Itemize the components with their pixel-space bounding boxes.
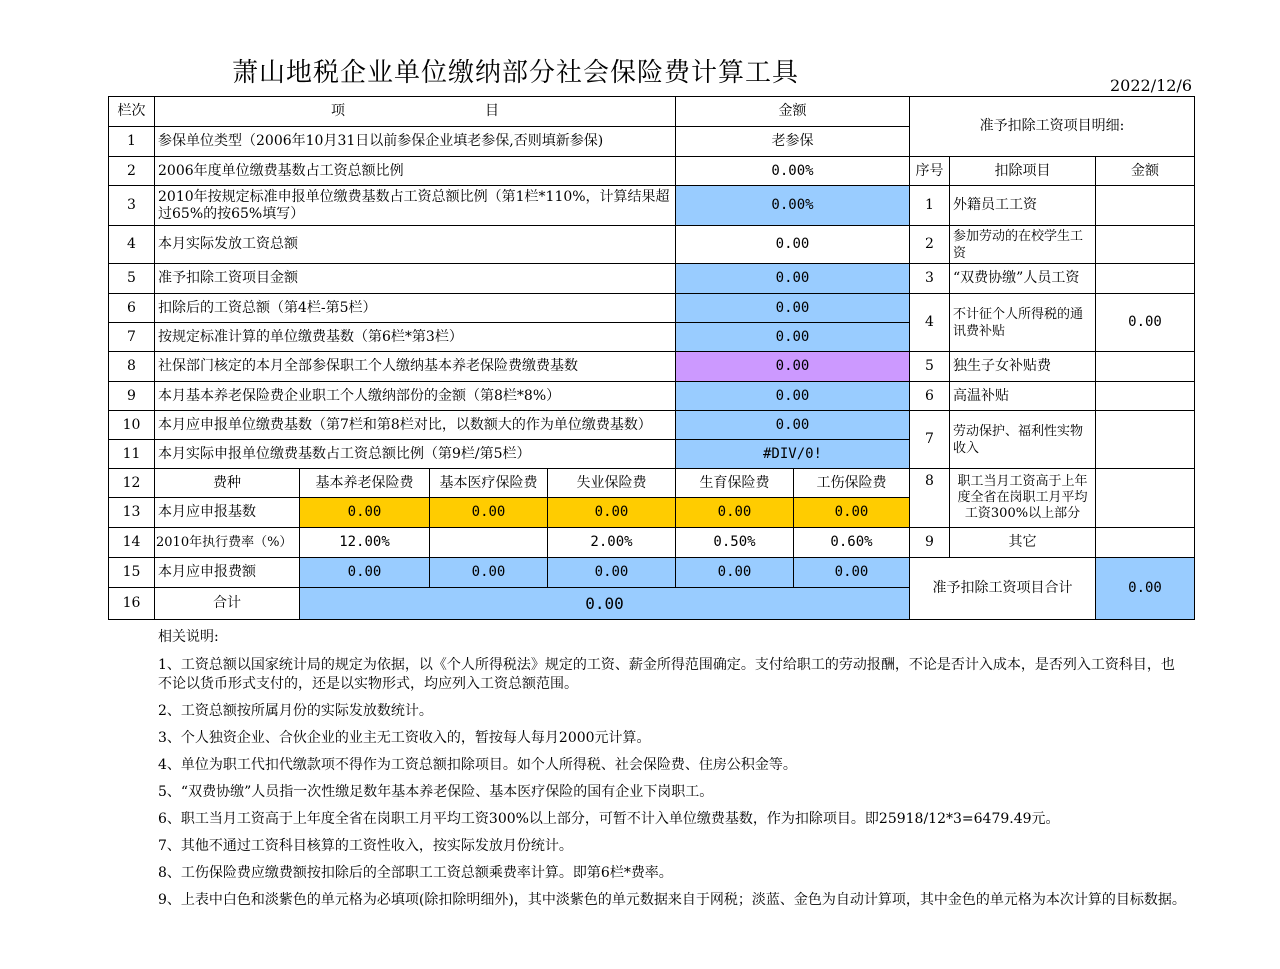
- row-value: 0.00: [676, 323, 910, 352]
- fee-base-value: 0.00: [548, 498, 676, 528]
- row-value-type[interactable]: 老参保: [676, 127, 910, 157]
- total-value: 0.00: [300, 588, 910, 620]
- calculation-sheet: [108, 96, 1195, 620]
- deduct-amount-header: 金额: [1096, 157, 1195, 186]
- header-seq: 栏次: [109, 97, 155, 127]
- note-item: 3、个人独资企业、合伙企业的业主无工资收入的，暂按每人每月2000元计算。: [158, 730, 651, 746]
- fee-row-label: 本月应申报基数: [155, 498, 300, 528]
- note-item: 2、工资总额按所属月份的实际发放数统计。: [158, 703, 433, 719]
- row-label: 2006年度单位缴费基数占工资总额比例: [155, 157, 676, 186]
- page-title: 萧山地税企业单位缴纳部分社会保险费计算工具: [232, 58, 800, 88]
- row-label: 准予扣除工资项目金额: [155, 264, 676, 294]
- note-item: 7、其他不通过工资科目核算的工资性收入，按实际发放月份统计。: [158, 838, 573, 854]
- row-label: 本月应申报单位缴费基数（第7栏和第8栏对比，以数额大的作为单位缴费基数）: [155, 411, 676, 440]
- fee-type-maternity: 生育保险费: [676, 469, 794, 498]
- note-item: 4、单位为职工代扣代缴款项不得作为工资总额扣除项目。如个人所得税、社会保险费、住房公积金等。: [158, 757, 797, 773]
- row-no: 9: [109, 382, 155, 411]
- row-value[interactable]: 0.00: [676, 226, 910, 264]
- row-value: 0.00: [676, 264, 910, 294]
- row-label: 社保部门核定的本月全部参保职工个人缴纳基本养老保险费缴费基数: [155, 352, 676, 382]
- deduct-amount[interactable]: [1096, 264, 1195, 294]
- fee-type-injury: 工伤保险费: [794, 469, 910, 498]
- deduct-amount[interactable]: [1096, 469, 1195, 528]
- deduct-no: 5: [910, 352, 950, 382]
- note-item: 8、工伤保险费应缴费额按扣除后的全部职工工资总额乘费率计算。即第6栏*费率。: [158, 865, 673, 881]
- row-no: 14: [109, 528, 155, 558]
- deduct-no: 7: [910, 411, 950, 469]
- deduct-item: “双费协缴”人员工资: [950, 264, 1096, 294]
- fee-type-unemployment: 失业保险费: [548, 469, 676, 498]
- fee-amount-value: 0.00: [430, 558, 548, 588]
- header-amount: 金额: [676, 97, 910, 127]
- row-no: 12: [109, 469, 155, 498]
- fee-amount-value: 0.00: [794, 558, 910, 588]
- deduct-title: 准予扣除工资项目明细:: [910, 97, 1195, 157]
- deduct-amount[interactable]: [1096, 411, 1195, 469]
- row-label: 本月基本养老保险费企业职工个人缴纳部份的金额（第8栏*8%）: [155, 382, 676, 411]
- deduct-item: 劳动保护、福利性实物收入: [950, 411, 1096, 469]
- row-value[interactable]: 0.00%: [676, 157, 910, 186]
- deduct-amount[interactable]: [1096, 226, 1195, 264]
- deduct-item: 其它: [950, 528, 1096, 558]
- deduct-no: 2: [910, 226, 950, 264]
- row-no: 2: [109, 157, 155, 186]
- fee-row-label: 本月应申报费额: [155, 558, 300, 588]
- row-no: 4: [109, 226, 155, 264]
- date-label: 2022/12/6: [1110, 76, 1193, 95]
- fee-rate-value[interactable]: 0.60%: [794, 528, 910, 558]
- note-item: 1、工资总额以国家统计局的规定为依据，以《个人所得税法》规定的工资、薪金所得范围确定。支付给职工的劳动报酬，不论是否计入成本，是否列入工资科目，也不论以货币形式支付的，还是以实物形式，均应列入工资总额范围。: [158, 657, 1175, 692]
- fee-amount-value: 0.00: [676, 558, 794, 588]
- fee-rate-value[interactable]: 0.50%: [676, 528, 794, 558]
- deduct-no: 8: [910, 469, 950, 528]
- row-value: #DIV/0!: [676, 440, 910, 469]
- deduct-amount[interactable]: [1096, 352, 1195, 382]
- fee-type-medical: 基本医疗保险费: [430, 469, 548, 498]
- row-label: 本月实际申报单位缴费基数占工资总额比例（第9栏/第5栏）: [155, 440, 676, 469]
- row-no: 7: [109, 323, 155, 352]
- row-value[interactable]: 0.00: [676, 352, 910, 382]
- note-item: 5、“双费协缴”人员指一次性缴足数年基本养老保险、基本医疗保险的国有企业下岗职工。: [158, 784, 714, 800]
- row-no: 1: [109, 127, 155, 157]
- row-label: 按规定标准计算的单位缴费基数（第6栏*第3栏）: [155, 323, 676, 352]
- deduct-item: 不计征个人所得税的通讯费补贴: [950, 294, 1096, 352]
- total-label: 合计: [155, 588, 300, 620]
- row-no: 10: [109, 411, 155, 440]
- fee-base-value: 0.00: [676, 498, 794, 528]
- notes-heading: 相关说明:: [158, 629, 219, 645]
- deduct-seq-header: 序号: [910, 157, 950, 186]
- row-no: 13: [109, 498, 155, 528]
- row-label: 参保单位类型（2006年10月31日以前参保企业填老参保,否则填新参保): [155, 127, 676, 157]
- deduct-item: 参加劳动的在校学生工资: [950, 226, 1096, 264]
- row-value: 0.00: [676, 411, 910, 440]
- deduct-amount[interactable]: 0.00: [1096, 294, 1195, 352]
- row-value: 0.00%: [676, 186, 910, 226]
- deduct-no: 9: [910, 528, 950, 558]
- deduct-no: 6: [910, 382, 950, 411]
- deduct-total-value: 0.00: [1096, 558, 1195, 620]
- header-item: 项 目: [155, 97, 676, 127]
- fee-base-value: 0.00: [794, 498, 910, 528]
- deduct-total-label: 准予扣除工资项目合计: [910, 558, 1096, 620]
- row-no: 11: [109, 440, 155, 469]
- deduct-amount[interactable]: [1096, 186, 1195, 226]
- fee-header-label: 费种: [155, 469, 300, 498]
- fee-amount-value: 0.00: [300, 558, 430, 588]
- fee-rate-value[interactable]: 12.00%: [300, 528, 430, 558]
- deduct-item: 独生子女补贴费: [950, 352, 1096, 382]
- deduct-amount[interactable]: [1096, 382, 1195, 411]
- row-no: 16: [109, 588, 155, 620]
- row-no: 15: [109, 558, 155, 588]
- row-no: 8: [109, 352, 155, 382]
- row-label: 本月实际发放工资总额: [155, 226, 676, 264]
- fee-rate-value[interactable]: 2.00%: [548, 528, 676, 558]
- row-label: 2010年按规定标准申报单位缴费基数占工资总额比例（第1栏*110%，计算结果超过65%的按65%填写）: [155, 186, 676, 226]
- row-no: 5: [109, 264, 155, 294]
- row-value: 0.00: [676, 294, 910, 323]
- deduct-item: 高温补贴: [950, 382, 1096, 411]
- deduct-item: 职工当月工资高于上年度全省在岗职工月平均工资300%以上部分: [950, 469, 1096, 528]
- deduct-no: 4: [910, 294, 950, 352]
- row-value: 0.00: [676, 382, 910, 411]
- fee-row-label: 2010年执行费率（%）: [155, 528, 300, 558]
- fee-type-pension: 基本养老保险费: [300, 469, 430, 498]
- note-item: 9、上表中白色和淡紫色的单元格为必填项(除扣除明细外)，其中淡紫色的单元数据来自于网税；淡蓝、金色为自动计算项，其中金色的单元格为本次计算的目标数据。: [158, 892, 1186, 908]
- fee-amount-value: 0.00: [548, 558, 676, 588]
- note-item: 6、职工当月工资高于上年度全省在岗职工月平均工资300%以上部分，可暂不计入单位缴费基数，作为扣除项目。即25918/12*3=6479.49元。: [158, 811, 1060, 827]
- row-label: 扣除后的工资总额（第4栏-第5栏）: [155, 294, 676, 323]
- fee-rate-value[interactable]: [430, 528, 548, 558]
- deduct-no: 1: [910, 186, 950, 226]
- deduct-item: 外籍员工工资: [950, 186, 1096, 226]
- deduct-no: 3: [910, 264, 950, 294]
- deduct-amount[interactable]: [1096, 528, 1195, 558]
- row-no: 6: [109, 294, 155, 323]
- fee-base-value: 0.00: [430, 498, 548, 528]
- row-no: 3: [109, 186, 155, 226]
- fee-base-value: 0.00: [300, 498, 430, 528]
- notes-section: [158, 628, 1188, 918]
- deduct-item-header: 扣除项目: [950, 157, 1096, 186]
